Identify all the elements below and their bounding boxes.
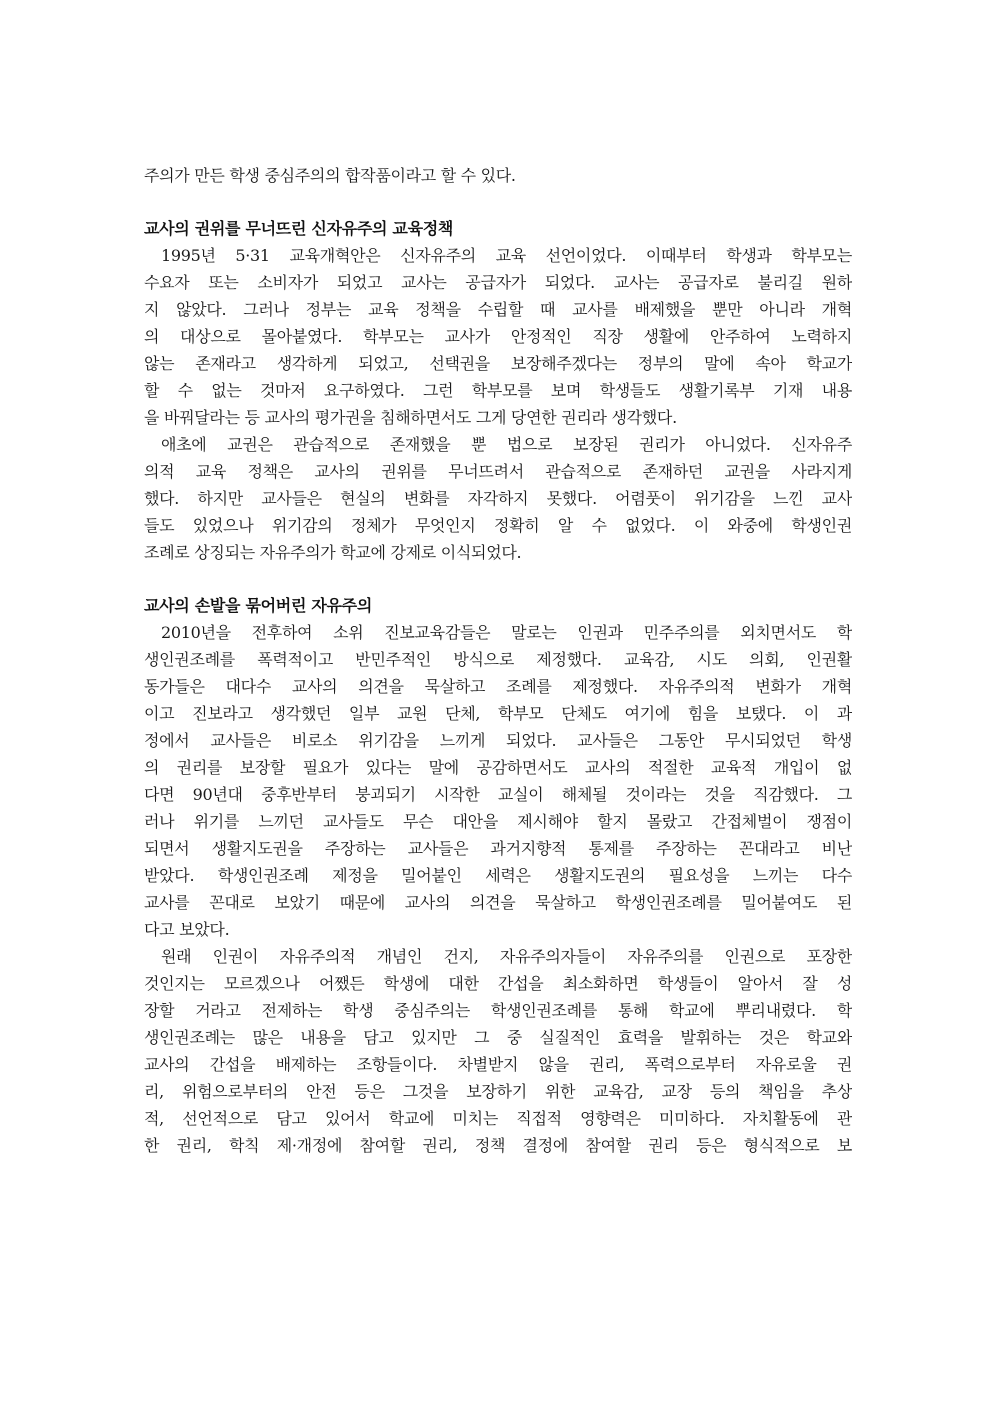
- section-heading-liberalism: 교사의 손발을 묶어버린 자유주의: [144, 596, 372, 615]
- text-line: 의 권리를 보장할 필요가 있다는 말에 공감하면서도 교사의 적절한 교육적 개입이 없: [144, 758, 852, 777]
- text-line: 들도 있었으나 위기감의 정체가 무엇인지 정확히 알 수 없었다. 이 와중에 학생인권: [144, 516, 852, 535]
- text-line: 수요자 또는 소비자가 되었고 교사는 공급자가 되었다. 교사는 공급자로 불리길 원하: [144, 273, 852, 292]
- paragraph-neoliberal-1: [144, 242, 852, 431]
- text-line: 1995년 5·31 교육개혁안은 신자유주의 교육 선언이었다. 이때부터 학생과 학부모는: [161, 246, 852, 265]
- text-line: 지 않았다. 그러나 정부는 교육 정책을 수립할 때 교사를 배제했을 뿐만 아니라 개혁: [144, 300, 852, 319]
- paragraph-neoliberal-2: [144, 431, 852, 566]
- text-line: 것인지는 모르겠으나 어쨌든 학생에 대한 간섭을 최소화하면 학생들이 알아서 잘 성: [144, 974, 852, 993]
- text-line: 않는 존재라고 생각하게 되었고, 선택권을 보장해주겠다는 정부의 말에 속아 학교가: [144, 354, 852, 373]
- text-line: 의 대상으로 몰아붙였다. 학부모는 교사가 안정적인 직장 생활에 안주하여 노력하지: [144, 327, 852, 346]
- section-heading-neoliberal: 교사의 권위를 무너뜨린 신자유주의 교육정책: [144, 219, 454, 238]
- text-line: 2010년을 전후하여 소위 진보교육감들은 말로는 인권과 민주주의를 외치면서도 학: [161, 623, 852, 642]
- text-line: 한 권리, 학칙 제·개정에 참여할 권리, 정책 결정에 참여할 권리 등은 형식적으로 보: [144, 1136, 852, 1155]
- text-line: 동가들은 대다수 교사의 의견을 묵살하고 조례를 제정했다. 자유주의적 변화가 개혁: [144, 677, 852, 696]
- text-line: 생인권조례를 폭력적이고 반민주적인 방식으로 제정했다. 교육감, 시도 의회, 인권활: [144, 650, 852, 669]
- paragraph-liberalism-1: [144, 619, 852, 943]
- text-line: 정에서 교사들은 비로소 위기감을 느끼게 되었다. 교사들은 그동안 무시되었던 학생: [144, 731, 852, 750]
- text-line: 했다. 하지만 교사들은 현실의 변화를 자각하지 못했다. 어렴풋이 위기감을 느낀 교사: [144, 489, 852, 508]
- text-line: 러나 위기를 느끼던 교사들도 무슨 대안을 제시해야 할지 몰랐고 간접체벌이 쟁점이: [144, 812, 852, 831]
- section-gap: [144, 566, 852, 592]
- text-line: 적, 선언적으로 담고 있어서 학교에 미치는 직접적 영향력은 미미하다. 자치활동에 관: [144, 1109, 852, 1128]
- text-line: 받았다. 학생인권조례 제정을 밀어붙인 세력은 생활지도권의 필요성을 느끼는 다수: [144, 866, 852, 885]
- text-line: 리, 위험으로부터의 안전 등은 그것을 보장하기 위한 교육감, 교장 등의 책임을 추상: [144, 1082, 852, 1101]
- text-line: 의적 교육 정책은 교사의 권위를 무너뜨려서 관습적으로 존재하던 교권을 사라지게: [144, 462, 852, 481]
- text-line: 되면서 생활지도권을 주장하는 교사들은 과거지향적 통제를 주장하는 꼰대라고 비난: [144, 839, 852, 858]
- text-line: 할 수 없는 것마저 요구하였다. 그런 학부모를 보며 학생들도 생활기록부 기재 내용: [144, 381, 852, 400]
- body-text: [144, 162, 852, 1159]
- text-line: 장할 거라고 전제하는 학생 중심주의는 학생인권조례를 통해 학교에 뿌리내렸다. 학: [144, 1001, 852, 1020]
- text-line: 조례로 상징되는 자유주의가 학교에 강제로 이식되었다.: [144, 543, 522, 562]
- text-line: 이고 진보라고 생각했던 일부 교원 단체, 학부모 단체도 여기에 힘을 보탰다. 이 과: [144, 704, 852, 723]
- section-gap: [144, 189, 852, 215]
- text-line: 원래 인권이 자유주의적 개념인 건지, 자유주의자들이 자유주의를 인권으로 포장한: [161, 947, 852, 966]
- text-line: 다면 90년대 중후반부터 붕괴되기 시작한 교실이 해체될 것이라는 것을 직감했다. 그: [144, 785, 852, 804]
- text-line: 다고 보았다.: [144, 920, 230, 939]
- intro-line: 주의가 만든 학생 중심주의의 합작품이라고 할 수 있다.: [144, 166, 516, 185]
- text-line: 생인권조례는 많은 내용을 담고 있지만 그 중 실질적인 효력을 발휘하는 것은 학교와: [144, 1028, 852, 1047]
- text-line: 을 바꿔달라는 등 교사의 평가권을 침해하면서도 그게 당연한 권리라 생각했다.: [144, 408, 677, 427]
- text-line: 교사를 꼰대로 보았기 때문에 교사의 의견을 묵살하고 학생인권조례를 밀어붙여도 된: [144, 893, 852, 912]
- text-line: 교사의 간섭을 배제하는 조항들이다. 차별받지 않을 권리, 폭력으로부터 자유로울 권: [144, 1055, 852, 1074]
- paragraph-liberalism-2: [144, 943, 852, 1159]
- text-line: 애초에 교권은 관습적으로 존재했을 뿐 법으로 보장된 권리가 아니었다. 신자유주: [161, 435, 852, 454]
